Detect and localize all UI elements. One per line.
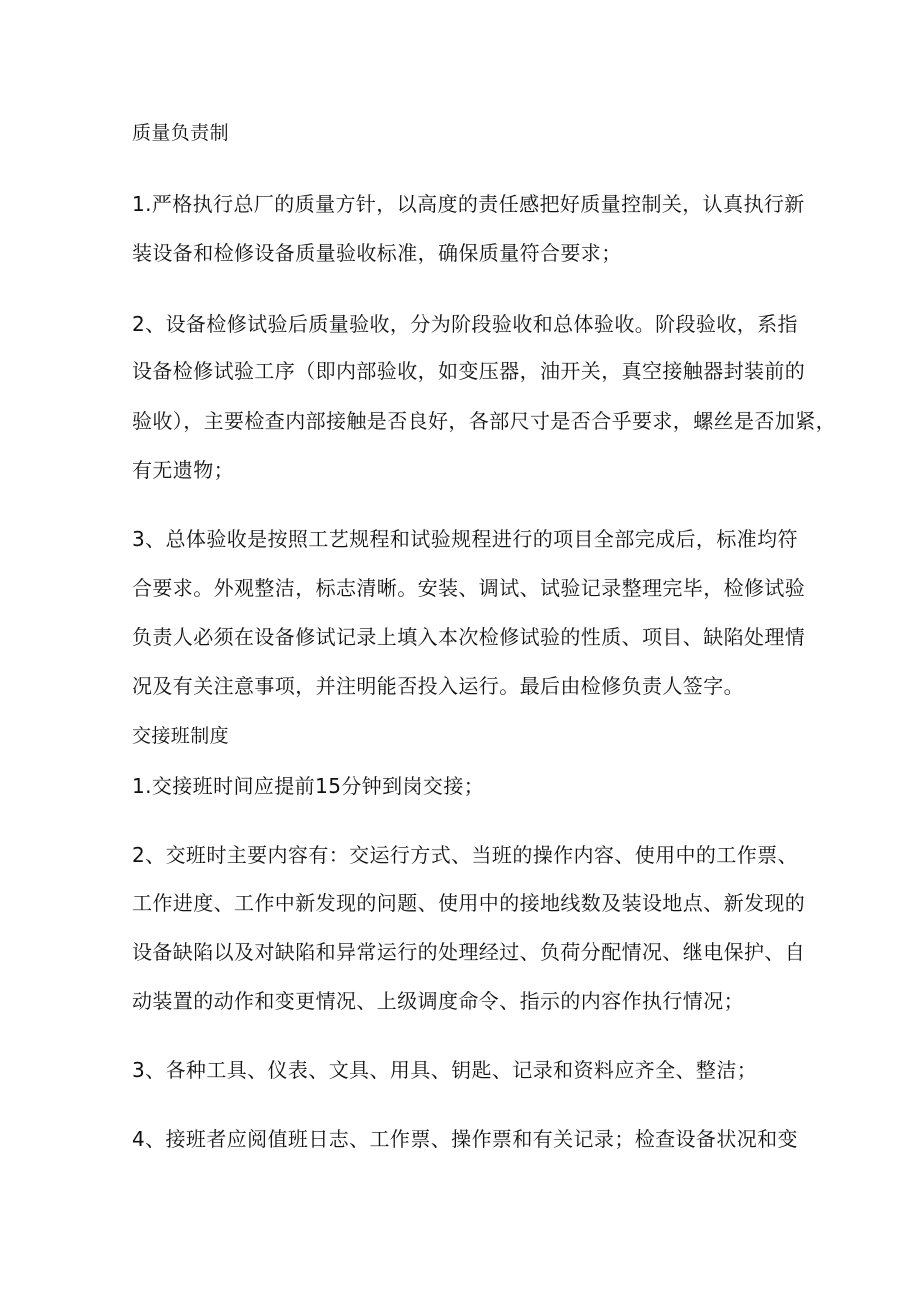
paragraph-line: 装设备和检修设备质量验收标准，确保质量符合要求； [132,241,622,265]
paragraph-line: 2、设备检修试验后质量验收，分为阶段验收和总体验收。阶段验收，系指 [132,312,798,336]
paragraph-line: 工作进度、工作中新发现的问题、使用中的接地线数及装设地点、新发现的 [132,891,806,915]
paragraph-line: 负责人必须在设备修试记录上填入本次检修试验的性质、项目、缺陷处理情 [132,625,806,649]
paragraph-line: 1.交接班时间应提前15分钟到岗交接； [132,774,485,798]
paragraph-line: 合要求。外观整洁，标志清晰。安装、调试、试验记录整理完毕，检修试验 [132,576,806,600]
paragraph-line: 2、交班时主要内容有：交运行方式、当班的操作内容、使用中的工作票、 [132,843,798,867]
paragraph-line: 设备缺陷以及对缺陷和异常运行的处理经过、负荷分配情况、继电保护、自 [132,940,806,964]
paragraph-line: 3、总体验收是按照工艺规程和试验规程进行的项目全部完成后，标准均符 [132,527,798,551]
paragraph-line: 动装置的动作和变更情况、上级调度命令、指示的内容作执行情况； [132,989,744,1013]
paragraph-line: 3、各种工具、仪表、文具、用具、钥匙、记录和资料应齐全、整洁； [132,1058,758,1082]
section-title-shift-handover: 交接班制度 [132,725,230,747]
section-title-quality: 质量负责制 [132,122,230,144]
paragraph-line: 验收），主要检查内部接触是否良好，各部尺寸是否合乎要求，螺丝是否加紧， [132,409,836,433]
paragraph-line: 设备检修试验工序（即内部验收，如变压器，油开关，真空接触器封装前的 [132,359,806,383]
paragraph-line: 况及有关注意事项，并注明能否投入运行。最后由检修负责人签字。 [132,674,744,698]
paragraph-line: 4、接班者应阅值班日志、工作票、操作票和有关记录；检查设备状况和变 [132,1127,798,1151]
paragraph-line: 有无遗物； [132,458,234,482]
paragraph-line: 1.严格执行总厂的质量方针，以高度的责任感把好质量控制关，认真执行新 [132,192,805,216]
